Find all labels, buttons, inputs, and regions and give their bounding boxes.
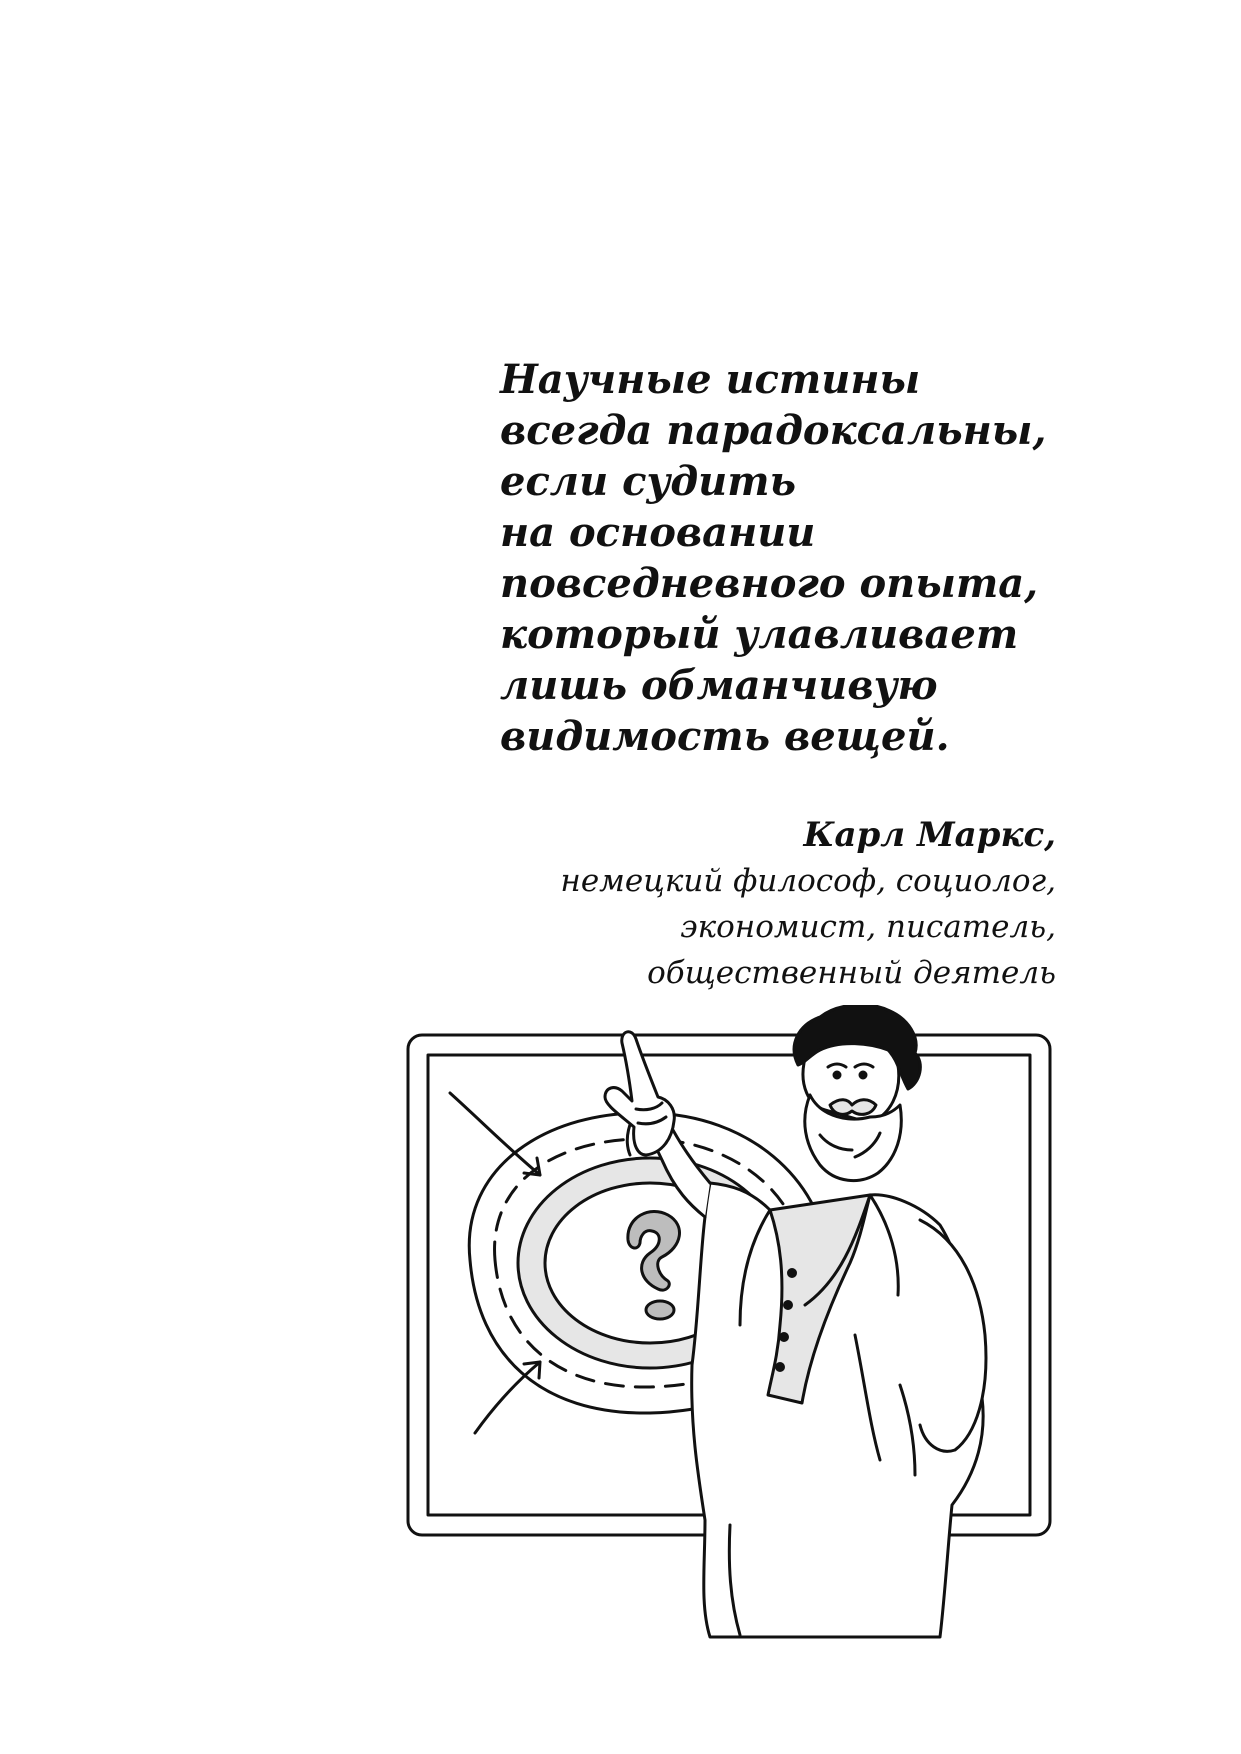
author-name: Карл Маркс, — [803, 815, 1056, 855]
attribution — [356, 812, 1056, 996]
author-role-line: немецкий философ, социолог, — [560, 863, 1056, 899]
quote-line: всегда парадоксальны, — [500, 407, 1047, 454]
author-role-line: общественный деятель — [647, 955, 1056, 991]
quote-text — [500, 354, 1140, 762]
quote-line: на основании — [500, 509, 816, 556]
lecturer-pointing-at-board-illustration — [400, 1005, 1100, 1645]
quote-line: Научные истины — [500, 356, 921, 403]
quote-line: повседневного опыта, — [500, 560, 1039, 607]
quote-line: если судить — [500, 458, 796, 505]
quote-line: лишь обманчивую — [500, 662, 938, 709]
author-role-line: экономист, писатель, — [680, 909, 1056, 945]
quote-line: видимость вещей. — [500, 713, 950, 760]
quote-line: который улавливает — [500, 611, 1019, 658]
